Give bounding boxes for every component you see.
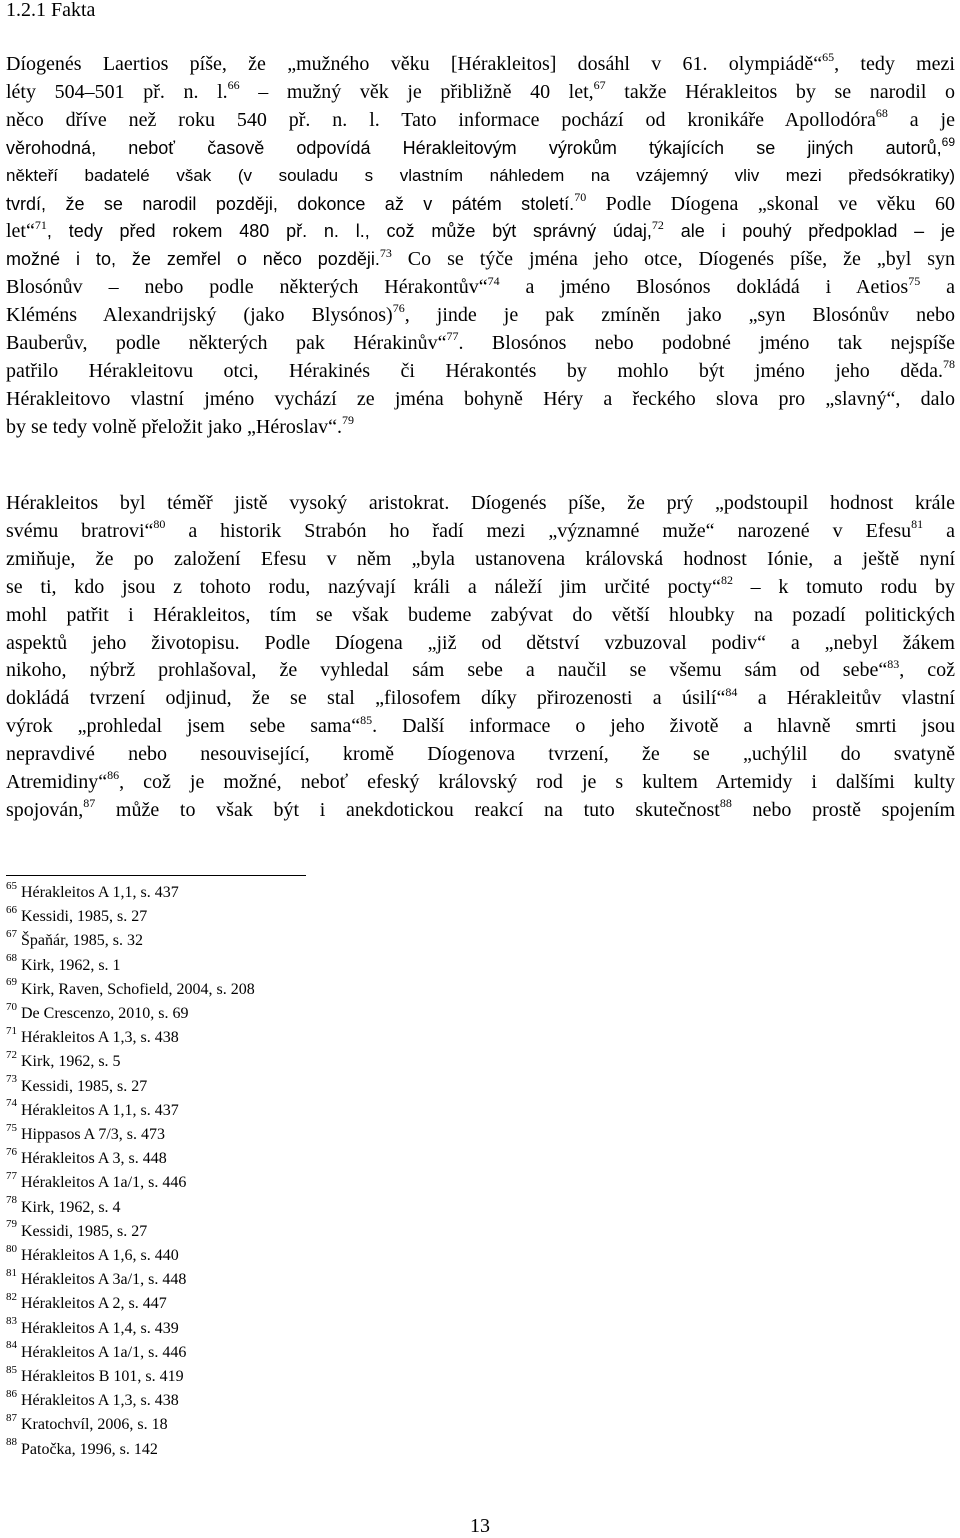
footnote-ref: 65 — [822, 50, 835, 65]
text-segment: – k tomuto rodu by — [732, 575, 955, 598]
text-segment: spojován, — [6, 798, 84, 821]
text-line — [6, 546, 955, 576]
footnote-number: 74 — [6, 1097, 17, 1110]
footnote-number: 82 — [6, 1291, 17, 1304]
footnote — [6, 1145, 167, 1169]
footnote-separator — [6, 875, 306, 876]
text-line — [6, 302, 955, 332]
text-line — [6, 414, 955, 444]
footnote — [6, 1218, 148, 1242]
footnote-text: Kirk, 1962, s. 4 — [17, 1198, 121, 1216]
text-line — [6, 797, 955, 827]
footnote-text: Hérakleitos A 2, s. 447 — [17, 1295, 167, 1313]
text-segment: Hérakleitovo vlastní jméno vychází ze jména bohyně Héry a řeckého slova pro „slavný“, dalo — [6, 387, 955, 410]
footnote-number: 77 — [6, 1170, 17, 1183]
text-line — [6, 51, 955, 81]
text-line — [6, 769, 955, 799]
footnote-ref: 74 — [487, 273, 500, 288]
footnote-ref: 71 — [34, 217, 47, 232]
text-segment: někteří badatelé však (v souladu s vlastním náhledem na vzájemný vliv mezi předsókratiky) — [6, 165, 955, 185]
text-segment: , což je možné, neboť efeský královský rod je s kultem Artemidy i dalšími kulty — [119, 771, 955, 793]
footnote-number: 70 — [6, 1000, 17, 1013]
footnote — [6, 879, 179, 903]
footnote — [6, 1315, 179, 1339]
text-segment: Kléméns Alexandrijský (jako Blysónos) — [6, 304, 393, 327]
text-line — [6, 218, 955, 248]
footnote-number: 72 — [6, 1049, 17, 1062]
text-line — [6, 358, 955, 388]
text-segment: tvrdí, že se narodil později, dokonce až v pátém století. — [6, 193, 575, 214]
footnote — [6, 903, 148, 927]
footnote-ref: 84 — [725, 684, 738, 699]
text-segment: výrok „prohledal jsem sebe sama“ — [6, 715, 361, 738]
text-segment: , což — [899, 659, 956, 682]
text-segment: možné i to, že zemřel o něco později. — [6, 249, 380, 270]
footnote-text: Kessidi, 1985, s. 27 — [17, 908, 148, 926]
section-heading: 1.2.1 Fakta — [6, 0, 96, 21]
text-segment: let“ — [6, 220, 35, 243]
footnote-number: 85 — [6, 1363, 17, 1376]
text-line — [6, 107, 955, 137]
footnote-ref: 79 — [342, 413, 354, 428]
footnote — [6, 1170, 187, 1193]
text-segment: a historik Strabón ho řadí mezi „významné muže“ narozené v Efesu — [165, 519, 912, 542]
text-segment: , tedy před rokem 480 př. n. l., což může být správný údaj, — [46, 221, 652, 242]
text-segment: , jinde je pak zmíněn jako „syn Blosónův nebo — [404, 304, 955, 327]
footnote-text: Patočka, 1996, s. 142 — [17, 1440, 158, 1458]
text-segment: aspektů jeho životopisu. Podle Díogena „již od dětství vzbuzoval podiv“ a „nebyl žákem — [6, 631, 955, 654]
footnote-text: Hérakleitos A 1,4, s. 439 — [17, 1319, 179, 1337]
text-segment: takže Hérakleitos by se narodil o — [605, 80, 955, 103]
footnote — [6, 1242, 179, 1266]
footnote-number: 68 — [6, 952, 17, 965]
text-line — [6, 602, 955, 632]
text-line — [6, 191, 955, 221]
footnote-ref: 73 — [379, 245, 392, 260]
footnote-ref: 70 — [574, 189, 587, 204]
footnote-text: Hérakleitos A 1a/1, s. 446 — [17, 1174, 187, 1192]
text-segment: může to však být i anekdotickou reakcí na tuto skutečnost — [95, 798, 720, 821]
footnote-text: Hérakleitos A 1,6, s. 440 — [17, 1247, 179, 1264]
footnote-text: Kirk, 1962, s. 1 — [17, 956, 121, 974]
text-segment: a je — [887, 108, 955, 131]
footnote — [6, 1000, 189, 1024]
text-line — [6, 685, 955, 715]
footnote-number: 65 — [6, 879, 17, 892]
text-segment: Co se týče jména jeho otce, Díogenés píše, že „byl syn — [391, 248, 955, 271]
footnote-ref: 75 — [908, 273, 921, 288]
footnote-ref: 83 — [887, 656, 900, 671]
footnote-ref: 76 — [392, 301, 405, 316]
footnote — [6, 1412, 168, 1435]
footnote-text: Hérakleitos A 3a/1, s. 448 — [17, 1271, 187, 1289]
text-segment: patřilo Hérakleitovu otci, Hérakinés či Hérakontés by mohlo být jméno jeho děda. — [6, 359, 943, 382]
footnote-ref: 68 — [875, 106, 888, 121]
text-line — [6, 163, 955, 193]
footnote-text: Hippasos A 7/3, s. 473 — [17, 1126, 166, 1143]
footnote — [6, 1436, 158, 1460]
text-segment: nebo prostě spojením — [731, 798, 955, 821]
footnote-text: Kratochvíl, 2006, s. 18 — [17, 1416, 168, 1434]
footnote-text: Špaňár, 1985, s. 32 — [17, 932, 144, 950]
footnote-number: 83 — [6, 1315, 17, 1328]
footnote-ref: 69 — [941, 134, 955, 149]
text-segment: léty 504–501 př. n. l. — [6, 80, 228, 103]
footnote-ref: 80 — [153, 517, 166, 532]
text-segment: mohl patřit i Hérakleitos, tím se však budeme zabývat do větší hloubky na pozadí politických — [6, 603, 955, 626]
text-segment: – mužný věk je přibližně 40 let, — [239, 80, 594, 103]
footnote-text: Hérakleitos B 101, s. 419 — [17, 1368, 184, 1385]
text-segment: a — [923, 519, 956, 542]
footnote-text: Kirk, 1962, s. 5 — [17, 1053, 121, 1071]
footnote-text: Hérakleitos A 1,1, s. 437 — [17, 1101, 179, 1119]
footnote — [6, 1121, 166, 1145]
footnote-text: Hérakleitos A 1,1, s. 437 — [17, 884, 179, 901]
text-segment: Atremidiny“ — [6, 771, 108, 793]
text-segment: Podle Díogena „skonal ve věku 60 — [586, 192, 955, 215]
text-segment: nikoho, nýbrž prohlašoval, že vyhledal sám sebe a naučil se všemu sám od sebe“ — [6, 659, 888, 682]
footnote — [6, 1387, 179, 1411]
footnote — [6, 976, 255, 1000]
text-line — [6, 518, 955, 548]
footnote-text: Hérakleitos A 1,3, s. 438 — [17, 1029, 179, 1047]
footnote-ref: 67 — [593, 78, 606, 93]
text-line — [6, 713, 955, 743]
text-segment: a Hérakleitův vlastní — [737, 687, 955, 710]
footnote-number: 67 — [6, 928, 17, 941]
footnote-ref: 87 — [83, 796, 96, 811]
text-segment: Blosónův – nebo podle některých Hérakontův“ — [6, 276, 488, 299]
footnote-text: Hérakleitos A 1a/1, s. 446 — [17, 1343, 187, 1361]
footnote-ref: 72 — [651, 217, 664, 232]
footnote — [6, 1194, 121, 1218]
footnote-ref: 82 — [720, 573, 733, 588]
footnote-number: 84 — [6, 1339, 17, 1352]
footnote — [6, 1073, 148, 1097]
text-segment: by se tedy volně přeložit jako „Héroslav“. — [6, 415, 342, 438]
footnote-number: 88 — [6, 1436, 17, 1449]
footnote-text: Hérakleitos A 1,3, s. 438 — [17, 1392, 179, 1410]
footnote — [6, 1024, 179, 1048]
text-line — [6, 274, 955, 304]
footnote-ref: 77 — [446, 329, 459, 344]
footnote-ref: 86 — [107, 768, 120, 783]
footnote — [6, 1049, 121, 1072]
text-line — [6, 657, 955, 687]
text-segment: nepravdivé nebo nesouvisející, kromě Díogenova tvrzení, že se „uchýlil do svatyně — [6, 743, 955, 766]
footnote-number: 78 — [6, 1194, 17, 1207]
text-segment: věrohodná, neboť časově odpovídá Hérakleitovým výrokům týkajících se jiných autorů, — [6, 137, 942, 158]
footnote-ref: 66 — [227, 78, 240, 93]
footnote — [6, 1339, 187, 1363]
text-line — [6, 135, 955, 165]
footnote — [6, 1291, 167, 1314]
footnote-number: 86 — [6, 1387, 17, 1400]
text-line — [6, 246, 955, 276]
footnote-ref: 81 — [911, 517, 924, 532]
footnote-number: 81 — [6, 1266, 17, 1279]
footnote — [6, 1097, 179, 1121]
footnote-number: 73 — [6, 1073, 17, 1086]
text-segment: . Další informace o jeho životě a hlavně smrti jsou — [372, 715, 955, 738]
footnote-number: 87 — [6, 1412, 17, 1425]
text-segment: . Blosónos nebo podobné jméno tak nejspíše — [458, 332, 955, 354]
footnote-ref: 78 — [943, 357, 955, 372]
page-number: 13 — [470, 1515, 490, 1537]
footnote-number: 69 — [6, 976, 17, 989]
text-line — [6, 574, 955, 604]
text-line — [6, 386, 955, 416]
text-segment: Díogenés Laertios píše, že „mužného věku [Hérakleitos] dosáhl v 61. olympiádě“ — [6, 53, 823, 75]
text-segment: něco dříve než roku 540 př. n. l. Tato informace pochází od kronikáře Apollodóra — [6, 108, 876, 131]
footnote-text: Kirk, Raven, Schofield, 2004, s. 208 — [17, 980, 255, 998]
footnote-number: 75 — [6, 1121, 17, 1134]
footnote — [6, 952, 121, 976]
footnote-number: 79 — [6, 1218, 17, 1231]
text-line — [6, 630, 955, 660]
text-segment: ale i pouhý předpoklad – je — [663, 221, 955, 242]
footnote-number: 71 — [6, 1024, 17, 1037]
text-segment: Hérakleitos byl téměř jistě vysoký aristokrat. Díogenés píše, že prý „podstoupil hodnost krále — [6, 492, 955, 514]
footnote-text: De Crescenzo, 2010, s. 69 — [17, 1005, 189, 1022]
text-line — [6, 741, 955, 771]
text-segment: a jméno Blosónos dokládá i Aetios — [499, 276, 909, 299]
footnote-text: Kessidi, 1985, s. 27 — [17, 1077, 148, 1095]
footnote-text: Hérakleitos A 3, s. 448 — [17, 1150, 167, 1168]
text-line — [6, 490, 955, 520]
text-segment: a — [920, 276, 955, 299]
footnote-ref: 85 — [360, 712, 373, 727]
text-segment: , tedy mezi — [834, 53, 955, 75]
footnote-number: 80 — [6, 1242, 17, 1255]
text-segment: zmiňuje, že po založení Efesu v něm „byla ustanovena královská hodnost Iónie, a ještě nyní — [6, 547, 955, 570]
text-segment: se ti, kdo jsou z tohoto rodu, nazývají králi a náleží jim určité pocty“ — [6, 575, 721, 598]
footnote-ref: 88 — [719, 796, 732, 811]
footnote-text: Kessidi, 1985, s. 27 — [17, 1222, 148, 1240]
footnote — [6, 1266, 187, 1290]
text-segment: svému bratrovi“ — [6, 519, 154, 542]
footnote — [6, 1363, 184, 1387]
text-segment: dokládá tvrzení odjinud, že se stal „filosofem díky přirozenosti a úsilí“ — [6, 687, 726, 710]
footnote-number: 76 — [6, 1145, 17, 1158]
text-segment: Bauberův, podle některých pak Hérakinův“ — [6, 332, 447, 354]
text-line — [6, 79, 955, 109]
footnote — [6, 928, 144, 951]
footnote-number: 66 — [6, 903, 17, 916]
text-line — [6, 330, 955, 360]
